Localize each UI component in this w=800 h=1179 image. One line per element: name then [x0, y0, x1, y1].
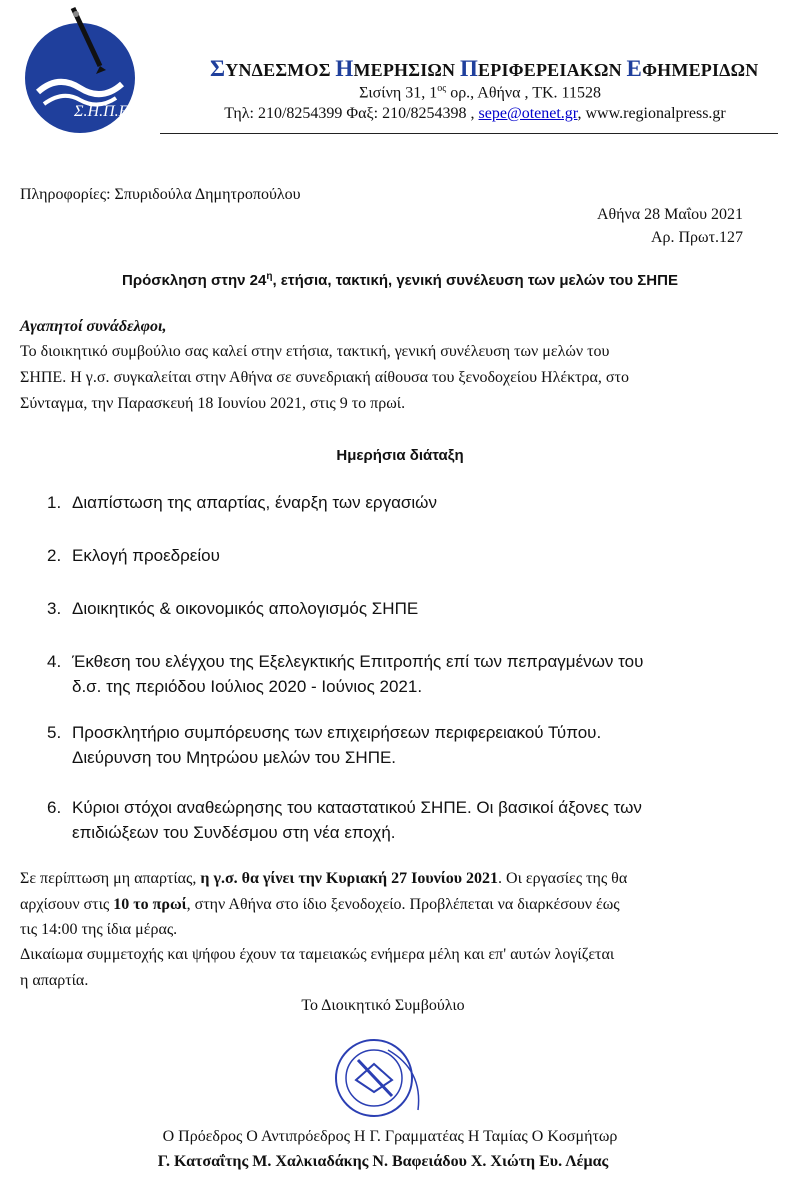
board-signature: Το Διοικητικό Συμβούλιο	[301, 997, 465, 1014]
agenda-item: 5. Προσκλητήριο συμπόρευσης των επιχειρήσεων περιφερειακού Τύπου. Διεύρυνση του Μητρώου μελών του ΣΗΠΕ.	[47, 723, 602, 767]
body-line: Το διοικητικό συμβούλιο σας καλεί στην ετήσια, τακτική, γενική συνέλευση των μελών του	[20, 343, 610, 360]
closing-line: Σε περίπτωση μη απαρτίας, η γ.σ. θα γίνει την Κυριακή 27 Ιουνίου 2021. Οι εργασίες της θα	[20, 870, 628, 887]
organization-address: Σισίνη 31, $1^{o\varsigma}$ ορ., Αθήνα , ΤΚ. 11528	[359, 83, 601, 102]
agenda-item: 2. Εκλογή προεδρείου	[47, 546, 220, 565]
date-line: Αθήνα 28 Μαΐου 2021	[596, 206, 743, 223]
org-name-initial: Σ	[210, 56, 226, 81]
org-name-part: ΦΗΜΕΡΙΔΩΝ	[642, 60, 759, 80]
officers-titles: Ο Πρόεδρος Ο Αντιπρόεδρος Η Γ. Γραμματέας Η Ταμίας Ο Κοσμήτωρ	[162, 1128, 618, 1145]
org-name-initial: Η	[335, 56, 354, 81]
org-name-initial: Π	[459, 56, 479, 81]
logo-initials: Σ.Η.Π.Ε	[74, 103, 129, 120]
letterhead-divider	[160, 133, 778, 134]
officers-names: Γ. Κατσαΐτης Μ. Χαλκιαδάκης Ν. Βαφειάδου Χ. Χιώτη Ευ. Λέμας	[157, 1153, 609, 1170]
agenda-title: Ημερήσια διάταξη	[336, 447, 464, 464]
protocol-number: Αρ. Πρωτ.127	[650, 229, 743, 246]
closing-line: η απαρτία.	[20, 972, 89, 989]
closing-line: αρχίσουν στις 10 το πρωί, στην Αθήνα στο ίδιο ξενοδοχείο. Προβλέπεται να διαρκέσουν έως	[20, 896, 620, 913]
org-name-initial: Ε	[626, 56, 643, 81]
agenda-item: 6. Κύριοι στόχοι αναθεώρησης του καταστατικού ΣΗΠΕ. Οι βασικοί άξονες των επιδιώξεων του Συνδέσμου στη νέα εποχή.	[47, 798, 642, 842]
org-name-part: ΕΡΙΦΕΡΕΙΑΚΩΝ	[478, 60, 627, 80]
closing-line: τις 14:00 της ίδια μέρας.	[20, 921, 178, 938]
organization-name	[210, 56, 759, 82]
organization-logo	[18, 4, 158, 144]
agenda-item: 4. Έκθεση του ελέγχου της Εξελεγκτικής Επιτροπής επί των πεπραγμένων του δ.σ. της περιόδου Ιούλιος 2020 - Ιούνιος 2021.	[47, 652, 644, 696]
closing-line: Δικαίωμα συμμετοχής και ψήφου έχουν τα ταμειακώς ενήμερα μέλη και επ' αυτών λογίζεται	[20, 946, 615, 963]
organization-contact: Τηλ: 210/8254399 Φαξ: 210/8254398 , sepe@otenet.gr, www.regionalpress.gr	[224, 105, 726, 122]
org-name-part: ΥΝΔΕΣΜΟΣ	[225, 60, 336, 80]
body-line: ΣΗΠΕ. Η γ.σ. συγκαλείται στην Αθήνα σε συνεδριακή αίθουσα του ξενοδοχείου Ηλέκτρα, στο	[20, 369, 629, 386]
invitation-title: Πρόσκληση στην $24^\eta$, ετήσια, τακτική, γενική συνέλευση των μελών του ΣΗΠΕ	[122, 271, 678, 289]
agenda-item: 1. Διαπίστωση της απαρτίας, έναρξη των εργασιών	[47, 493, 437, 512]
org-name-part: ΜΕΡΗΣΙΩΝ	[353, 60, 460, 80]
greeting: Αγαπητοί συνάδελφοι,	[20, 318, 167, 335]
body-line: Σύνταγμα, την Παρασκευή 18 Ιουνίου 2021, στις 9 το πρωί.	[20, 395, 406, 412]
agenda-item: 3. Διοικητικός & οικονομικός απολογισμός ΣΗΠΕ	[47, 599, 419, 618]
stamp-seal	[328, 1030, 438, 1130]
email-link[interactable]: sepe@otenet.gr	[478, 105, 578, 122]
info-line: Πληροφορίες: Σπυριδούλα Δημητροπούλου	[20, 186, 301, 203]
